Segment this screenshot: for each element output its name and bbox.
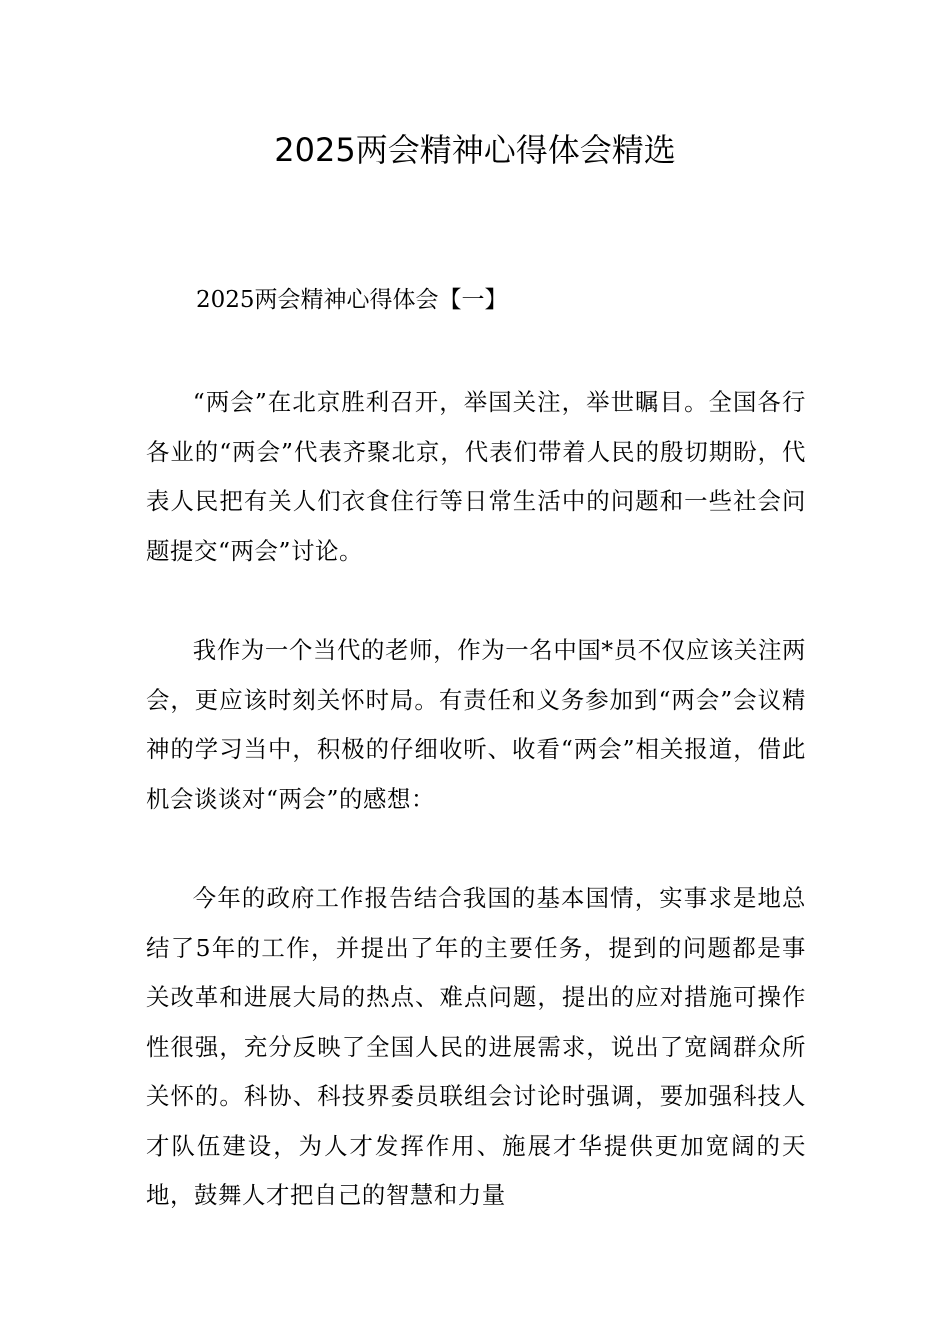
section-heading: 2025两会精神心得体会【一】 <box>196 287 508 313</box>
paragraph: “两会”在北京胜利召开，举国关注，举世瞩目。全国各行各业的“两会”代表齐聚北京，代表们带着人民的殷切期盼，代表人民把有关人们衣食住行等日常生活中的问题和一些社会问题提交“两会”讨论。 <box>146 388 806 565</box>
paragraph: 今年的政府工作报告结合我国的基本国情，实事求是地总结了5年的工作，并提出了年的主要任务，提到的问题都是事关改革和进展大局的热点、难点问题，提出的应对措施可操作性很强，充分反映了全国人民的进展需求，说出了宽阔群众所关怀的。科协、科技界委员联组会讨论时强调，要加强科技人才队伍建设，为人才发挥作用、施展才华提供更加宽阔的天地，鼓舞人才把自己的智慧和力量 <box>146 884 806 1209</box>
paragraph: 我作为一个当代的老师，作为一名中国*员不仅应该关注两会，更应该时刻关怀时局。有责任和义务参加到“两会”会议精神的学习当中，积极的仔细收听、收看“两会”相关报道，借此机会谈谈对“两会”的感想： <box>146 636 806 813</box>
document-body <box>146 378 806 1271</box>
page-title: 2025两会精神心得体会精选 <box>274 131 676 169</box>
